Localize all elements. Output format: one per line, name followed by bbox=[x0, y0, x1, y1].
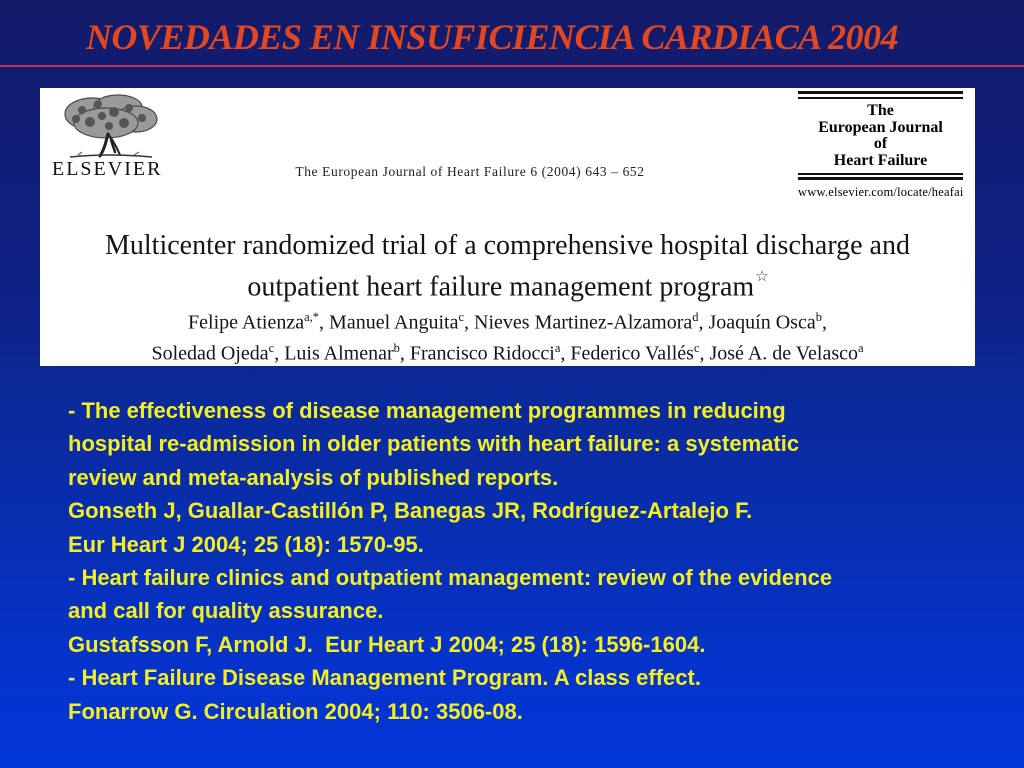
masthead-rule-bottom bbox=[798, 173, 963, 180]
masthead-url: www.elsevier.com/locate/heafai bbox=[798, 185, 964, 199]
author-affiliation-sup: d bbox=[692, 310, 699, 324]
masthead-title-line: Heart Failure bbox=[833, 151, 928, 169]
author-name: Nieves Martinez-Alzamora bbox=[474, 311, 693, 334]
reference-line: Gonseth J, Guallar-Castillón P, Banegas JR, Rodríguez-Artalejo F. bbox=[68, 498, 753, 524]
article-title bbox=[40, 228, 975, 304]
author-affiliation-sup: b bbox=[393, 340, 400, 355]
masthead-title-line: The bbox=[867, 102, 894, 119]
authors-line-1: Felipe Atienza$^{a,*}$, Manuel Anguita$^c$, Nieves Martinez-Alzamora$^d$, Joaquín Osca$^b$, bbox=[188, 310, 827, 334]
elsevier-tree-logo-icon bbox=[54, 92, 166, 160]
author-affiliation-sup: a bbox=[554, 340, 561, 355]
journal-citation-line: The European Journal of Heart Failure 6 (2004) 643 – 652 bbox=[295, 164, 645, 179]
author-name: Federico Vallés bbox=[570, 342, 694, 365]
author-affiliation-sup: c bbox=[268, 340, 275, 355]
reference-line: and call for quality assurance. bbox=[68, 598, 384, 624]
slide-title: NOVEDADES EN INSUFICIENCIA CARDIACA 2004 bbox=[85, 17, 899, 57]
title-divider-line bbox=[0, 65, 1024, 67]
article-title-line2: outpatient heart failure management program☆ bbox=[247, 267, 769, 303]
elsevier-wordmark: ELSEVIER bbox=[52, 158, 163, 180]
masthead-title bbox=[798, 103, 963, 169]
author-name: Felipe Atienza bbox=[188, 311, 305, 334]
reference-line: review and meta-analysis of published reports. bbox=[68, 464, 559, 490]
author-affiliation-sup: b bbox=[815, 310, 822, 324]
author-name: Joaquín Osca bbox=[708, 311, 816, 334]
reference-line: - Heart Failure Disease Management Program. A class effect. bbox=[68, 665, 701, 691]
author-name: Manuel Anguita bbox=[329, 311, 459, 334]
reference-line: hospital re-admission in older patients with heart failure: a systematic bbox=[68, 431, 800, 457]
article-title-star-icon: ☆ bbox=[755, 267, 769, 285]
masthead-title-line: of bbox=[873, 135, 888, 152]
reference-line: Eur Heart J 2004; 25 (18): 1570-95. bbox=[68, 531, 424, 557]
author-name: José A. de Velasco bbox=[709, 342, 858, 365]
masthead-rule-top bbox=[798, 91, 963, 99]
reference-line: - Heart failure clinics and outpatient management: review of the evidence bbox=[68, 565, 833, 591]
author-affiliation-sup: c bbox=[458, 310, 465, 324]
author-name: Luis Almenar bbox=[284, 342, 394, 365]
author-affiliation-sup: c bbox=[693, 340, 700, 355]
author-name: Soledad Ojeda bbox=[151, 342, 269, 365]
authors-block bbox=[40, 305, 975, 366]
journal-masthead bbox=[798, 91, 963, 200]
authors-line-2: Soledad Ojeda$^c$, Luis Almenar$^b$, Francisco Ridocci$^a$, Federico Vallés$^c$, José A. de Velasco$^a$ bbox=[151, 340, 864, 365]
reference-line: Fonarrow G. Circulation 2004; 110: 3506-08. bbox=[68, 698, 523, 724]
reference-line: Gustafsson F, Arnold J. Eur Heart J 2004; 25 (18): 1596-1604. bbox=[68, 631, 706, 657]
author-affiliation-sup: a,* bbox=[304, 310, 320, 324]
references-list bbox=[68, 394, 998, 728]
paper-scan bbox=[40, 88, 975, 366]
author-affiliation-sup: a bbox=[857, 340, 864, 355]
reference-line: - The effectiveness of disease management programmes in reducing bbox=[68, 398, 786, 423]
masthead-title-line: European Journal bbox=[818, 118, 943, 136]
author-name: Francisco Ridocci bbox=[409, 342, 555, 365]
article-title-line1: Multicenter randomized trial of a comprehensive hospital discharge and bbox=[105, 230, 910, 261]
